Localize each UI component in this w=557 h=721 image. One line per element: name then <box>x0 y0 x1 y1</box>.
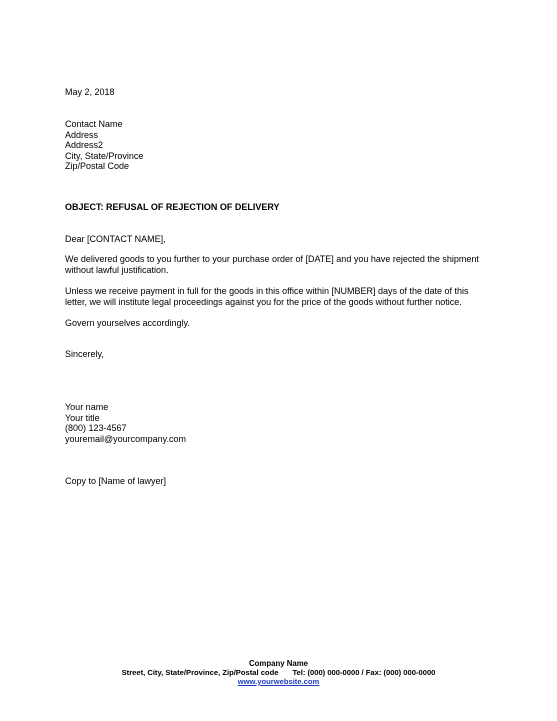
closing-text: Sincerely, <box>65 349 104 359</box>
signature-email: youremail@yourcompany.com <box>65 433 187 444</box>
letter-footer <box>0 659 557 686</box>
signature-name: Your name <box>65 402 109 412</box>
letter-closing <box>65 349 505 360</box>
footer-address: Street, City, State/Province, Zip/Postal code <box>121 668 279 677</box>
recipient-address-block <box>65 119 505 172</box>
footer-website-row <box>0 677 557 686</box>
paragraph-line: letter, we will institute legal proceedings against you for the price of the goods without further notice. <box>65 296 462 307</box>
salutation-text: Dear [CONTACT NAME], <box>65 234 166 244</box>
copy-to-line <box>65 476 505 487</box>
footer-website-link[interactable]: www.yourwebsite.com <box>237 677 320 686</box>
copy-to-text: Copy to [Name of lawyer] <box>65 476 167 486</box>
recipient-zip: Zip/Postal Code <box>65 161 130 172</box>
recipient-contact-name: Contact Name <box>65 119 123 129</box>
paragraph-line: Govern yourselves accordingly. <box>65 318 190 328</box>
recipient-address2: Address2 <box>65 140 104 151</box>
signature-title: Your title <box>65 412 100 423</box>
recipient-city-state: City, State/Province <box>65 150 144 161</box>
signature-block <box>65 402 505 444</box>
body-paragraph-2 <box>65 286 505 307</box>
body-paragraph-3 <box>65 318 505 329</box>
recipient-address: Address <box>65 129 99 140</box>
subject-text: OBJECT: REFUSAL OF REJECTION OF DELIVERY <box>65 202 280 212</box>
footer-company-name: Company Name <box>249 659 308 668</box>
paragraph-line: Unless we receive payment in full for the goods in this office within [NUMBER] days of the date of this <box>65 286 469 296</box>
paragraph-line: We delivered goods to you further to your purchase order of [DATE] and you have rejected the shipment <box>65 254 479 264</box>
date-text: May 2, 2018 <box>65 87 115 97</box>
footer-contact: Tel: (000) 000-0000 / Fax: (000) 000-0000 <box>292 668 436 677</box>
paragraph-line: without lawful justification. <box>65 264 169 275</box>
letter-salutation <box>65 234 505 245</box>
body-paragraph-1 <box>65 254 505 275</box>
footer-address-contact <box>0 668 557 677</box>
letter-subject <box>65 202 505 213</box>
letter-date <box>65 87 505 98</box>
signature-phone: (800) 123-4567 <box>65 423 127 434</box>
